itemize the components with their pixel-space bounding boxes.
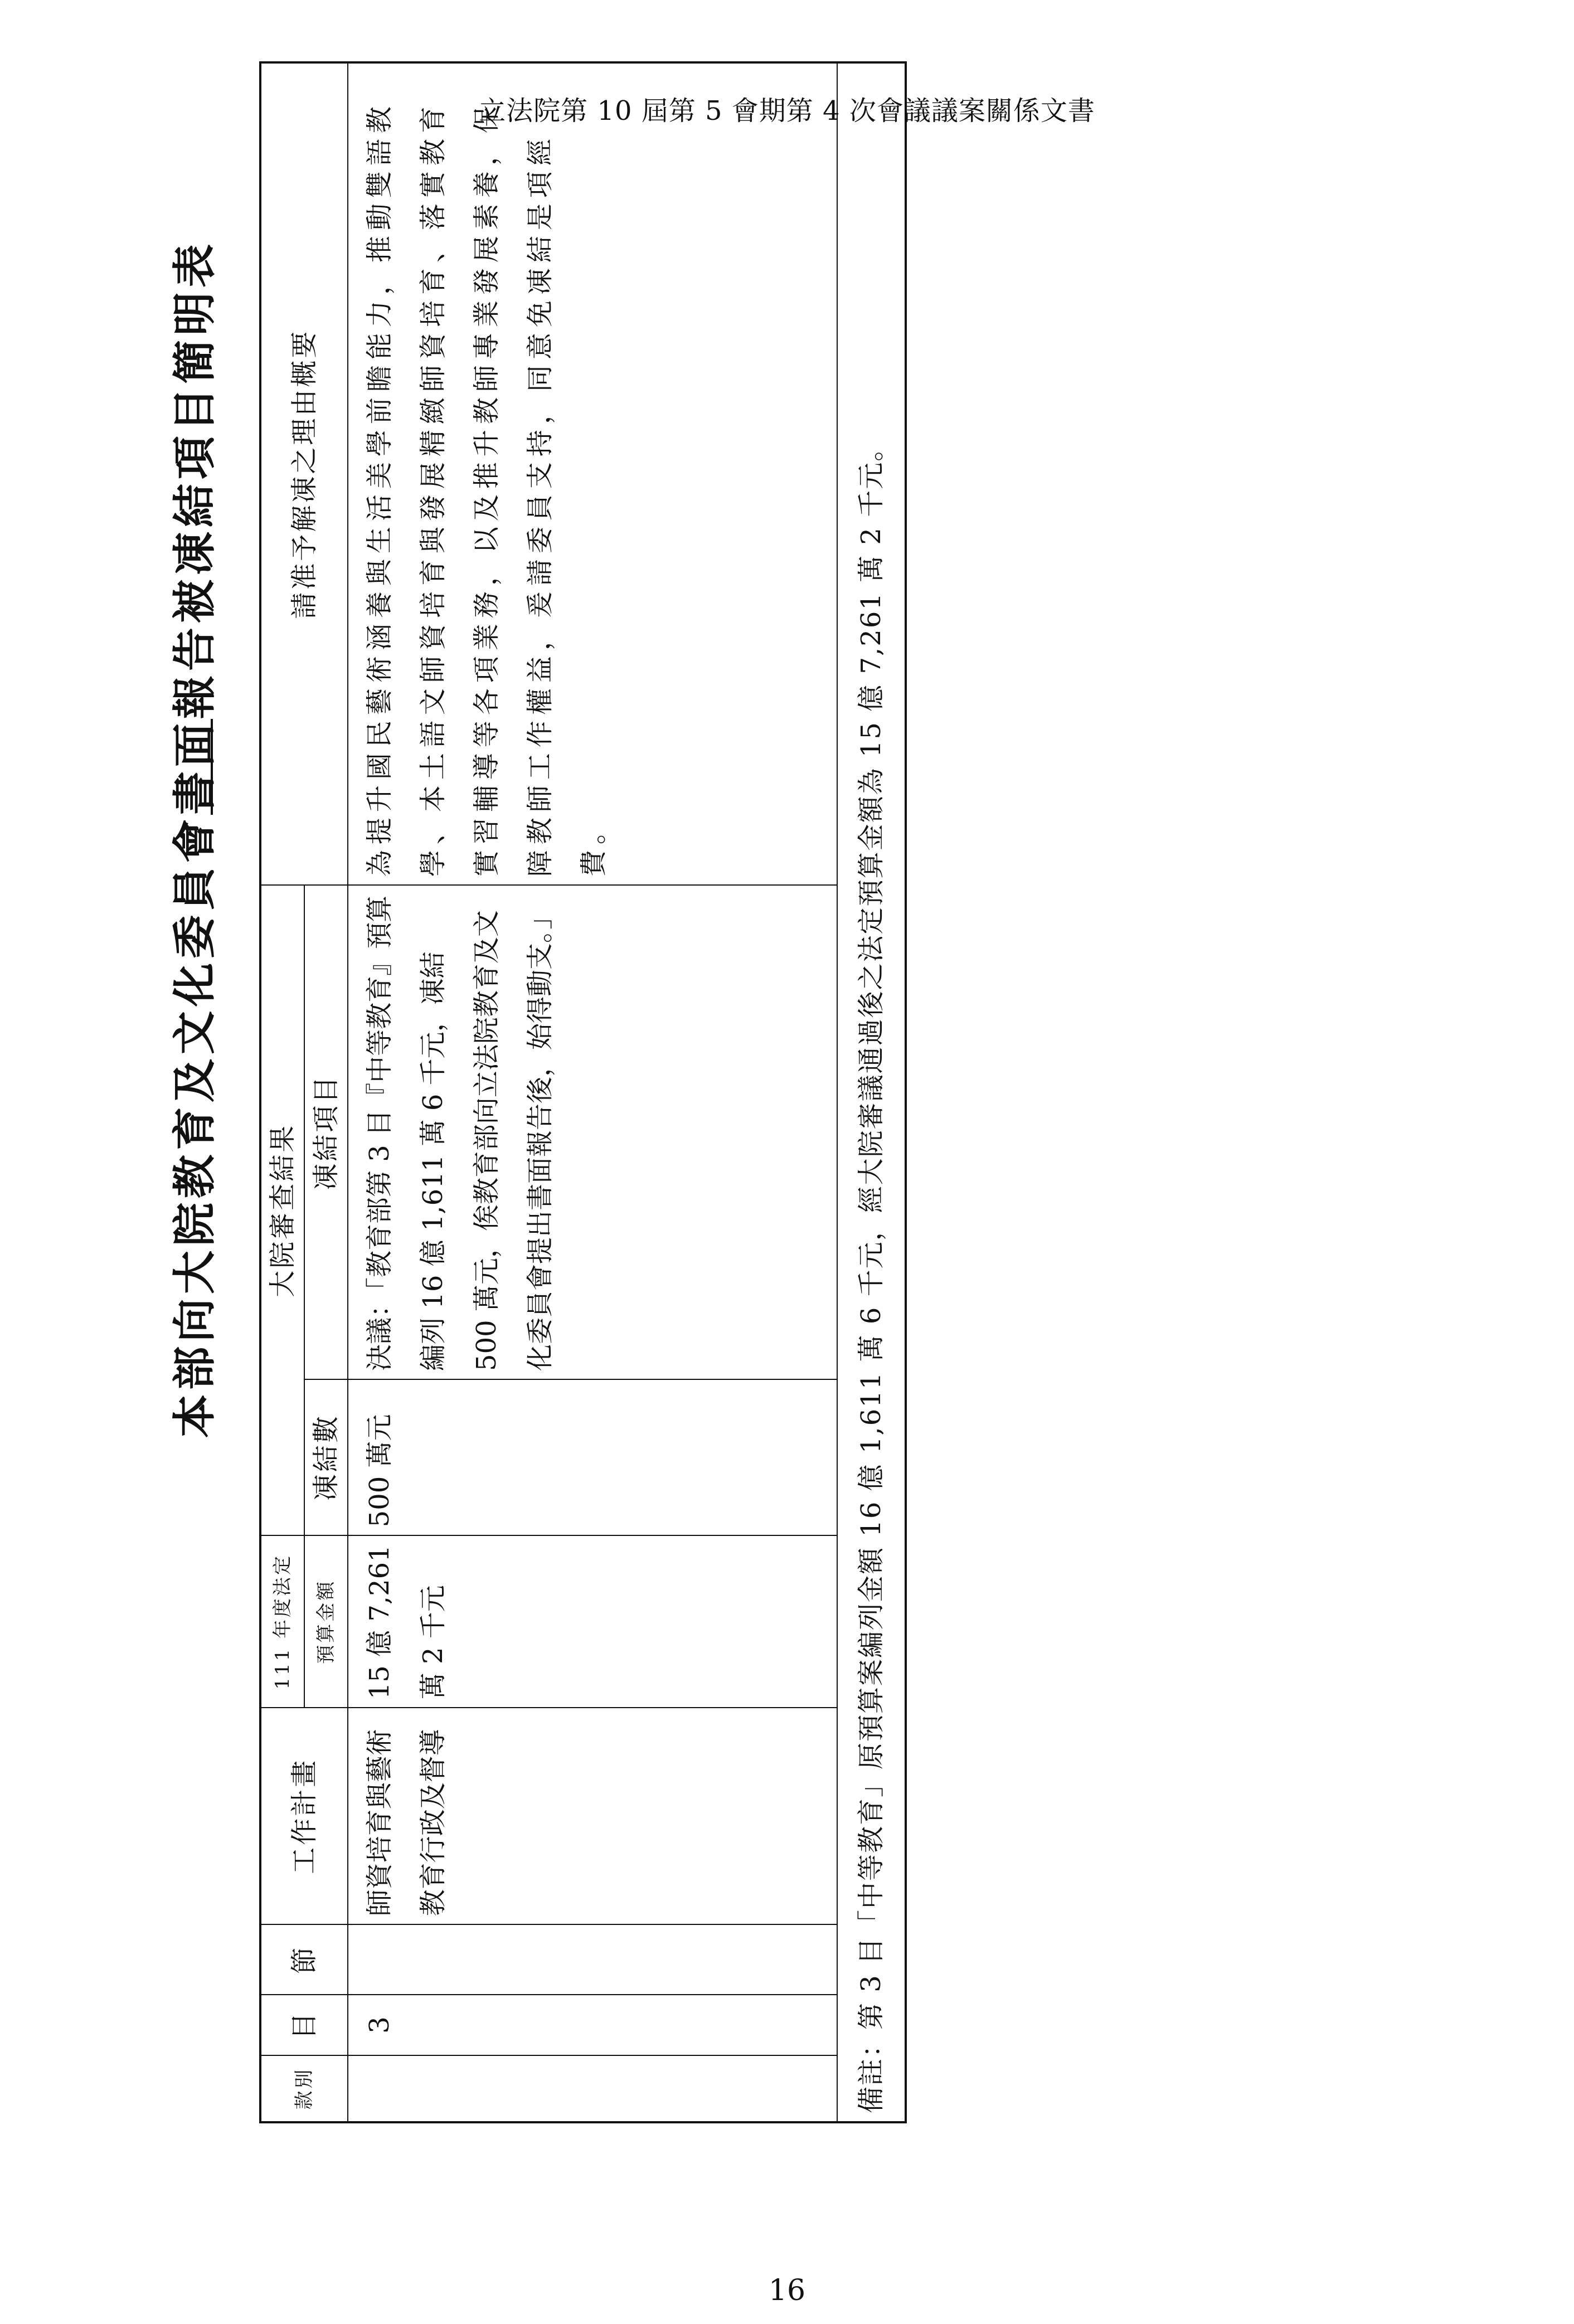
header-review-result: 大院審查結果 — [260, 885, 304, 1535]
table-note: 備註：第 3 目「中等教育」原預算案編列金額 16 億 1,611 萬 6 千元，經大院審議通過後之法定預算金額為 15 億 7,261 萬 2 千元。 — [837, 62, 906, 2122]
rotated-table-area — [167, 0, 1449, 2113]
header-frozen-amount: 凍結數 — [304, 1379, 348, 1535]
cell-category — [348, 2055, 837, 2122]
cell-frozen-item: 決議：「教育部第 3 目『中等教育』預算編列 16 億 1,611 萬 6 千元，凍結 500 萬元，俟教育部向立法院教育及文化委員會提出書面報告後，始得動支。」 — [348, 885, 837, 1379]
header-budget-bottom: 預算金額 — [304, 1535, 348, 1708]
title-part1: 本部向大院教育及文化委員會 — [169, 815, 220, 1438]
header-frozen-item: 凍結項目 — [304, 885, 348, 1379]
header-budget-top: 111 年度法定 — [260, 1535, 304, 1708]
table-header-row-1 — [260, 62, 304, 2122]
table-row — [348, 62, 837, 2122]
cell-frozen-amount: 500 萬元 — [348, 1379, 837, 1535]
cell-reason: 為提升國民藝術涵養與生活美學前瞻能力，推動雙語教學、本土語文師資培育與發展精緻師資培育、落實教育實習輔導等各項業務，以及推升教師專業發展素養，保障教師工作權益，爰請委員支持，同意免凍結是項經費。 — [348, 62, 837, 885]
frozen-items-table — [259, 61, 907, 2123]
title-part3: 報告被凍結項目簡明表 — [169, 239, 220, 719]
cell-plan: 師資培育與藝術教育行政及督導 — [348, 1708, 837, 1924]
cell-budget: 15 億 7,261 萬 2 千元 — [348, 1535, 837, 1708]
document-header: 立法院第 10 屆第 5 會期第 4 次會議議案關係文書 — [479, 95, 1095, 127]
header-plan: 工作計畫 — [260, 1708, 348, 1924]
cell-item: 3 — [348, 1995, 837, 2055]
header-item: 目 — [260, 1995, 348, 2055]
table-title — [167, 0, 223, 1772]
page-number: 16 — [768, 2274, 806, 2307]
header-category: 款別 — [260, 2055, 348, 2122]
header-reason: 請准予解凍之理由概要 — [260, 62, 348, 885]
cell-section — [348, 1924, 837, 1995]
title-underlined: 書面 — [169, 719, 220, 815]
table-note-row — [837, 62, 906, 2122]
header-section: 節 — [260, 1924, 348, 1995]
